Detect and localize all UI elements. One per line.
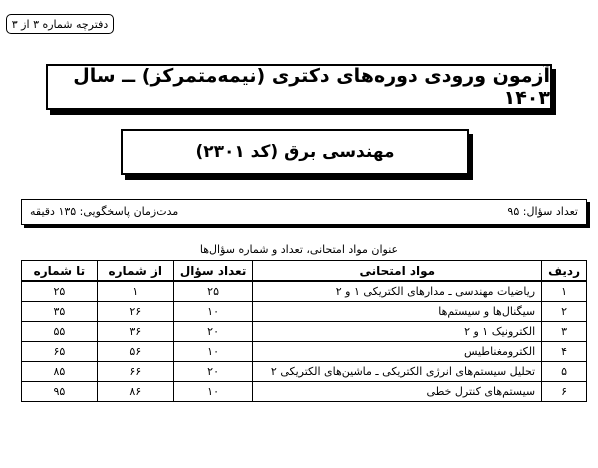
header-to-number: تا شماره <box>22 261 98 282</box>
from-number-cell: ۱ <box>97 281 173 302</box>
subject-cell: تحلیل سیستم‌های انرژی الکتریکی ـ ماشین‌های الکتریکی ۲ <box>253 362 542 382</box>
row-number: ۴ <box>542 342 587 362</box>
answer-time: مدت‌زمان پاسخگویی: ۱۳۵ دقیقه <box>30 205 179 218</box>
subject-cell: ریاضیات مهندسی ـ مدارهای الکتریکی ۱ و ۲ <box>253 281 542 302</box>
exam-title-box <box>46 64 552 110</box>
from-number-cell: ۸۶ <box>97 382 173 402</box>
question-count-cell: ۱۰ <box>173 302 253 322</box>
table-row <box>22 281 587 302</box>
to-number-cell: ۵۵ <box>22 322 98 342</box>
subject-cell: الکترونیک ۱ و ۲ <box>253 322 542 342</box>
subject-cell: الکترومغناطیس <box>253 342 542 362</box>
to-number-cell: ۲۵ <box>22 281 98 302</box>
table-row <box>22 382 587 402</box>
question-count-cell: ۲۵ <box>173 281 253 302</box>
row-number: ۱ <box>542 281 587 302</box>
subjects-table <box>21 260 587 402</box>
table-header-row <box>22 261 587 282</box>
row-number: ۵ <box>542 362 587 382</box>
table-row <box>22 322 587 342</box>
question-count: تعداد سؤال: ۹۵ <box>507 205 578 218</box>
subject-cell: سیستم‌های کنترل خطی <box>253 382 542 402</box>
booklet-number-label: دفترچه شماره ۳ از ۳ <box>6 14 114 34</box>
header-question-count: تعداد سؤال <box>173 261 253 282</box>
to-number-cell: ۳۵ <box>22 302 98 322</box>
to-number-cell: ۹۵ <box>22 382 98 402</box>
from-number-cell: ۵۶ <box>97 342 173 362</box>
row-number: ۶ <box>542 382 587 402</box>
subject-box <box>121 129 469 175</box>
header-from-number: از شماره <box>97 261 173 282</box>
header-row-number: ردیف <box>542 261 587 282</box>
question-count-cell: ۱۰ <box>173 342 253 362</box>
header-subject: مواد امتحانی <box>253 261 542 282</box>
table-row <box>22 302 587 322</box>
table-row <box>22 362 587 382</box>
question-count-cell: ۲۰ <box>173 362 253 382</box>
table-row <box>22 342 587 362</box>
subject-title: مهندسی برق (کد ۲۳۰۱) <box>195 142 395 162</box>
question-count-cell: ۲۰ <box>173 322 253 342</box>
info-bar <box>21 199 587 225</box>
question-count-cell: ۱۰ <box>173 382 253 402</box>
subject-cell: سیگنال‌ها و سیستم‌ها <box>253 302 542 322</box>
to-number-cell: ۶۵ <box>22 342 98 362</box>
table-title: عنوان مواد امتحانی، تعداد و شماره سؤال‌ها <box>199 243 399 256</box>
from-number-cell: ۶۶ <box>97 362 173 382</box>
from-number-cell: ۲۶ <box>97 302 173 322</box>
from-number-cell: ۳۶ <box>97 322 173 342</box>
to-number-cell: ۸۵ <box>22 362 98 382</box>
row-number: ۳ <box>542 322 587 342</box>
exam-title: آزمون ورودی دوره‌های دکتری (نیمه‌متمرکز) ــ سال ۱۴۰۳ <box>73 65 550 109</box>
row-number: ۲ <box>542 302 587 322</box>
